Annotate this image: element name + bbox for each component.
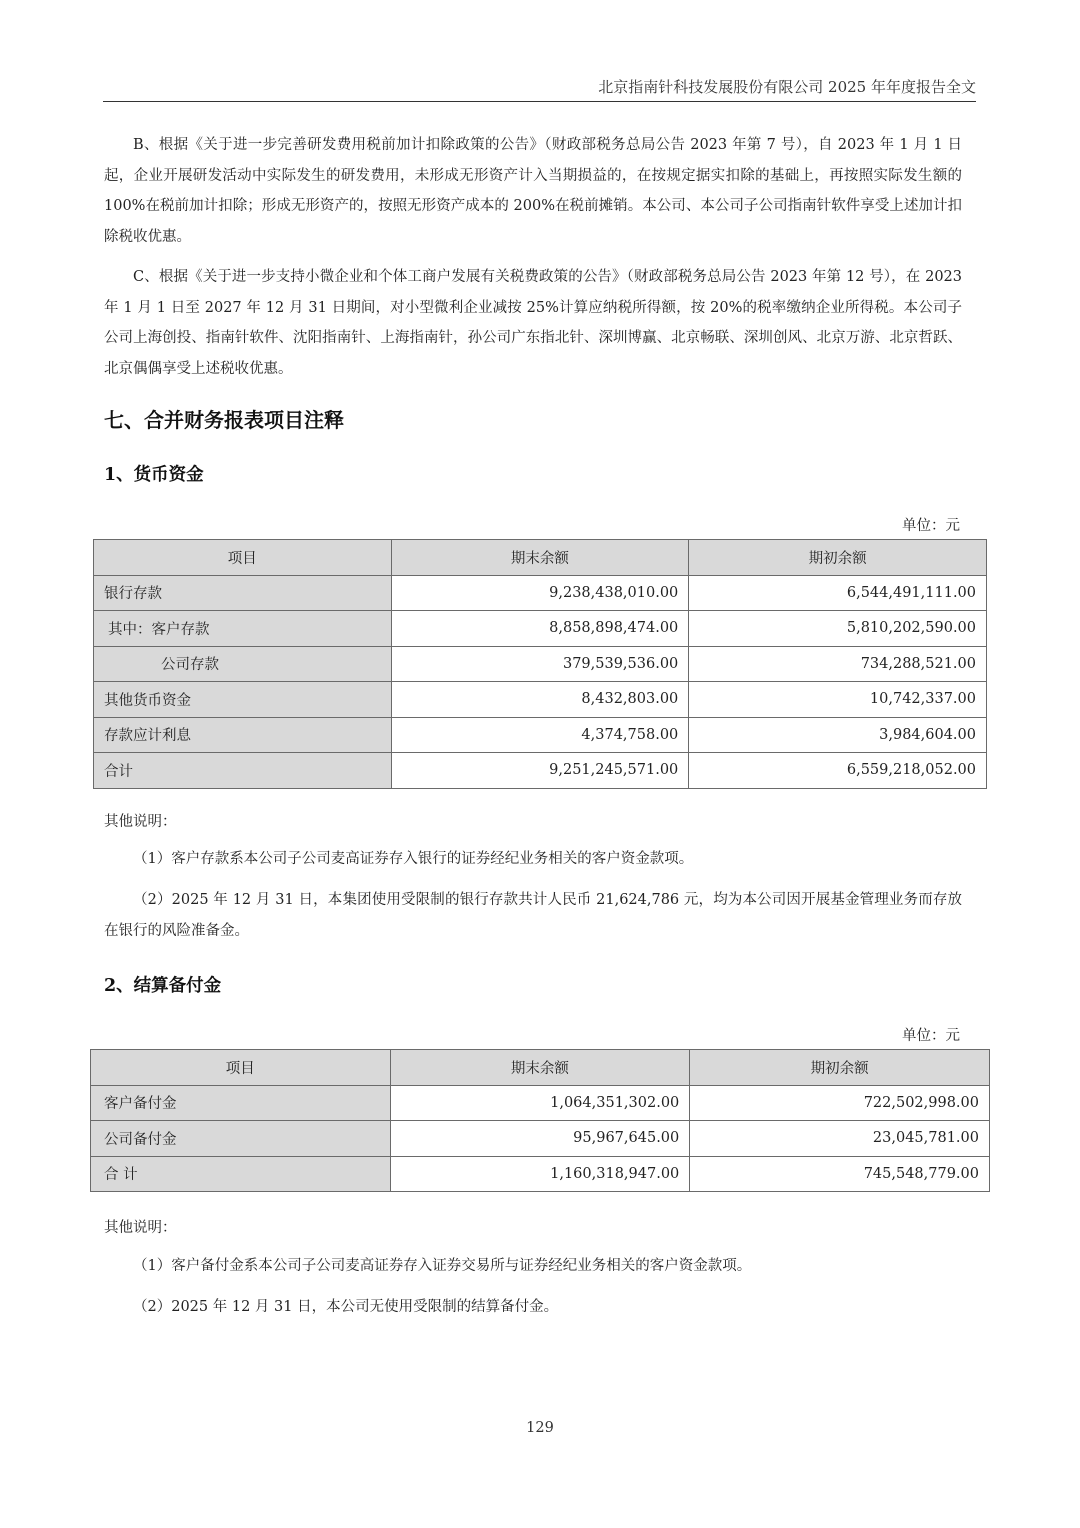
- section2-note-2: （2）2025 年 12 月 31 日，本公司无使用受限制的结算备付金。: [133, 1299, 559, 1315]
- table-row: [94, 682, 987, 718]
- col-header-begin-balance: 期初余额: [690, 1050, 990, 1086]
- cash-table: [93, 539, 987, 789]
- row-begin-value: 5,810,202,590.00: [689, 611, 987, 647]
- row-begin-value: 734,288,521.00: [689, 646, 987, 682]
- paragraph-b: B、根据《关于进一步完善研发费用税前加计扣除政策的公告》（财政部税务总局公告 2023 年第 7 号），自 2023 年 1 月 1 日起，企业开展研发活动中实际发生的研发费用，未形成无形资产计入当期损益的，在按规定据实扣除的基础上，再按照实际发生额的 100%在税前加计扣除；形成无形资产的，按照无形资产成本的 200%在税前摊销。本公司、本公司子公司指南针软件享受上述加计扣除税收优惠。: [104, 137, 962, 245]
- table-header-row: [94, 540, 987, 576]
- section-title: 七、合并财务报表项目注释: [104, 408, 344, 432]
- section2-note-1: （1）客户备付金系本公司子公司麦高证券存入证券交易所与证券经纪业务相关的客户资金款项。: [133, 1258, 752, 1274]
- row-end-value: 9,238,438,010.00: [391, 575, 689, 611]
- section1-unit: 单位：元: [902, 518, 960, 534]
- table-row: [94, 575, 987, 611]
- row-end-value: 1,064,351,302.00: [390, 1085, 690, 1121]
- row-end-value: 8,858,898,474.00: [391, 611, 689, 647]
- row-label: 客户备付金: [91, 1085, 391, 1121]
- row-begin-value: 3,984,604.00: [689, 717, 987, 753]
- row-begin-value: 23,045,781.00: [690, 1121, 990, 1157]
- row-begin-value: 10,742,337.00: [689, 682, 987, 718]
- report-header-title: 北京指南针科技发展股份有限公司 2025 年年度报告全文: [598, 78, 976, 96]
- row-label: 合计: [94, 753, 392, 789]
- row-label: 存款应计利息: [94, 717, 392, 753]
- row-end-value: 379,539,536.00: [391, 646, 689, 682]
- table-row-total: [94, 753, 987, 789]
- table-row: [94, 646, 987, 682]
- col-header-item: 项目: [94, 540, 392, 576]
- row-end-value: 8,432,803.00: [391, 682, 689, 718]
- header-divider: [103, 101, 976, 102]
- table-row: [94, 611, 987, 647]
- section1-notes-title: 其他说明：: [104, 814, 177, 830]
- row-begin-value: 745,548,779.00: [690, 1156, 990, 1192]
- row-end-value: 4,374,758.00: [391, 717, 689, 753]
- row-begin-value: 722,502,998.00: [690, 1085, 990, 1121]
- row-begin-value: 6,544,491,111.00: [689, 575, 987, 611]
- row-label: 银行存款: [94, 575, 392, 611]
- col-header-begin-balance: 期初余额: [689, 540, 987, 576]
- row-end-value: 1,160,318,947.00: [390, 1156, 690, 1192]
- col-header-item: 项目: [91, 1050, 391, 1086]
- section2-unit: 单位：元: [902, 1028, 960, 1044]
- table-row-total: [91, 1156, 990, 1192]
- row-end-value: 95,967,645.00: [390, 1121, 690, 1157]
- section1-note-1: （1）客户存款系本公司子公司麦高证券存入银行的证券经纪业务相关的客户资金款项。: [133, 851, 694, 867]
- row-label: 公司存款: [94, 646, 392, 682]
- page-number: 129: [526, 1420, 554, 1436]
- col-header-end-balance: 期末余额: [391, 540, 689, 576]
- section1-note-2: （2）2025 年 12 月 31 日，本集团使用受限制的银行存款共计人民币 21,624,786 元，均为本公司因开展基金管理业务而存放在银行的风险准备金。: [104, 892, 962, 939]
- row-label: 公司备付金: [91, 1121, 391, 1157]
- table-row: [94, 717, 987, 753]
- col-header-end-balance: 期末余额: [390, 1050, 690, 1086]
- settlement-reserve-table: [90, 1049, 990, 1192]
- row-label: 其他货币资金: [94, 682, 392, 718]
- section2-notes-title: 其他说明：: [104, 1220, 177, 1236]
- table-row: [91, 1085, 990, 1121]
- row-begin-value: 6,559,218,052.00: [689, 753, 987, 789]
- row-label: 合 计: [91, 1156, 391, 1192]
- table-row: [91, 1121, 990, 1157]
- section1-title: 1、货币资金: [104, 465, 204, 485]
- paragraph-c: C、根据《关于进一步支持小微企业和个体工商户发展有关税费政策的公告》（财政部税务总局公告 2023 年第 12 号），在 2023 年 1 月 1 日至 2027 年 12 月 31 日期间，对小型微利企业减按 25%计算应纳税所得额，按 20%的税率缴纳企业所得税。本公司子公司上海创投、指南针软件、沈阳指南针、上海指南针，孙公司广东指北针、深圳博赢、北京畅联、深圳创风、北京万游、北京哲跃、北京偶偶享受上述税收优惠。: [104, 269, 962, 377]
- table-header-row: [91, 1050, 990, 1086]
- section2-title: 2、结算备付金: [104, 976, 222, 996]
- row-label: 其中：客户存款: [94, 611, 392, 647]
- row-end-value: 9,251,245,571.00: [391, 753, 689, 789]
